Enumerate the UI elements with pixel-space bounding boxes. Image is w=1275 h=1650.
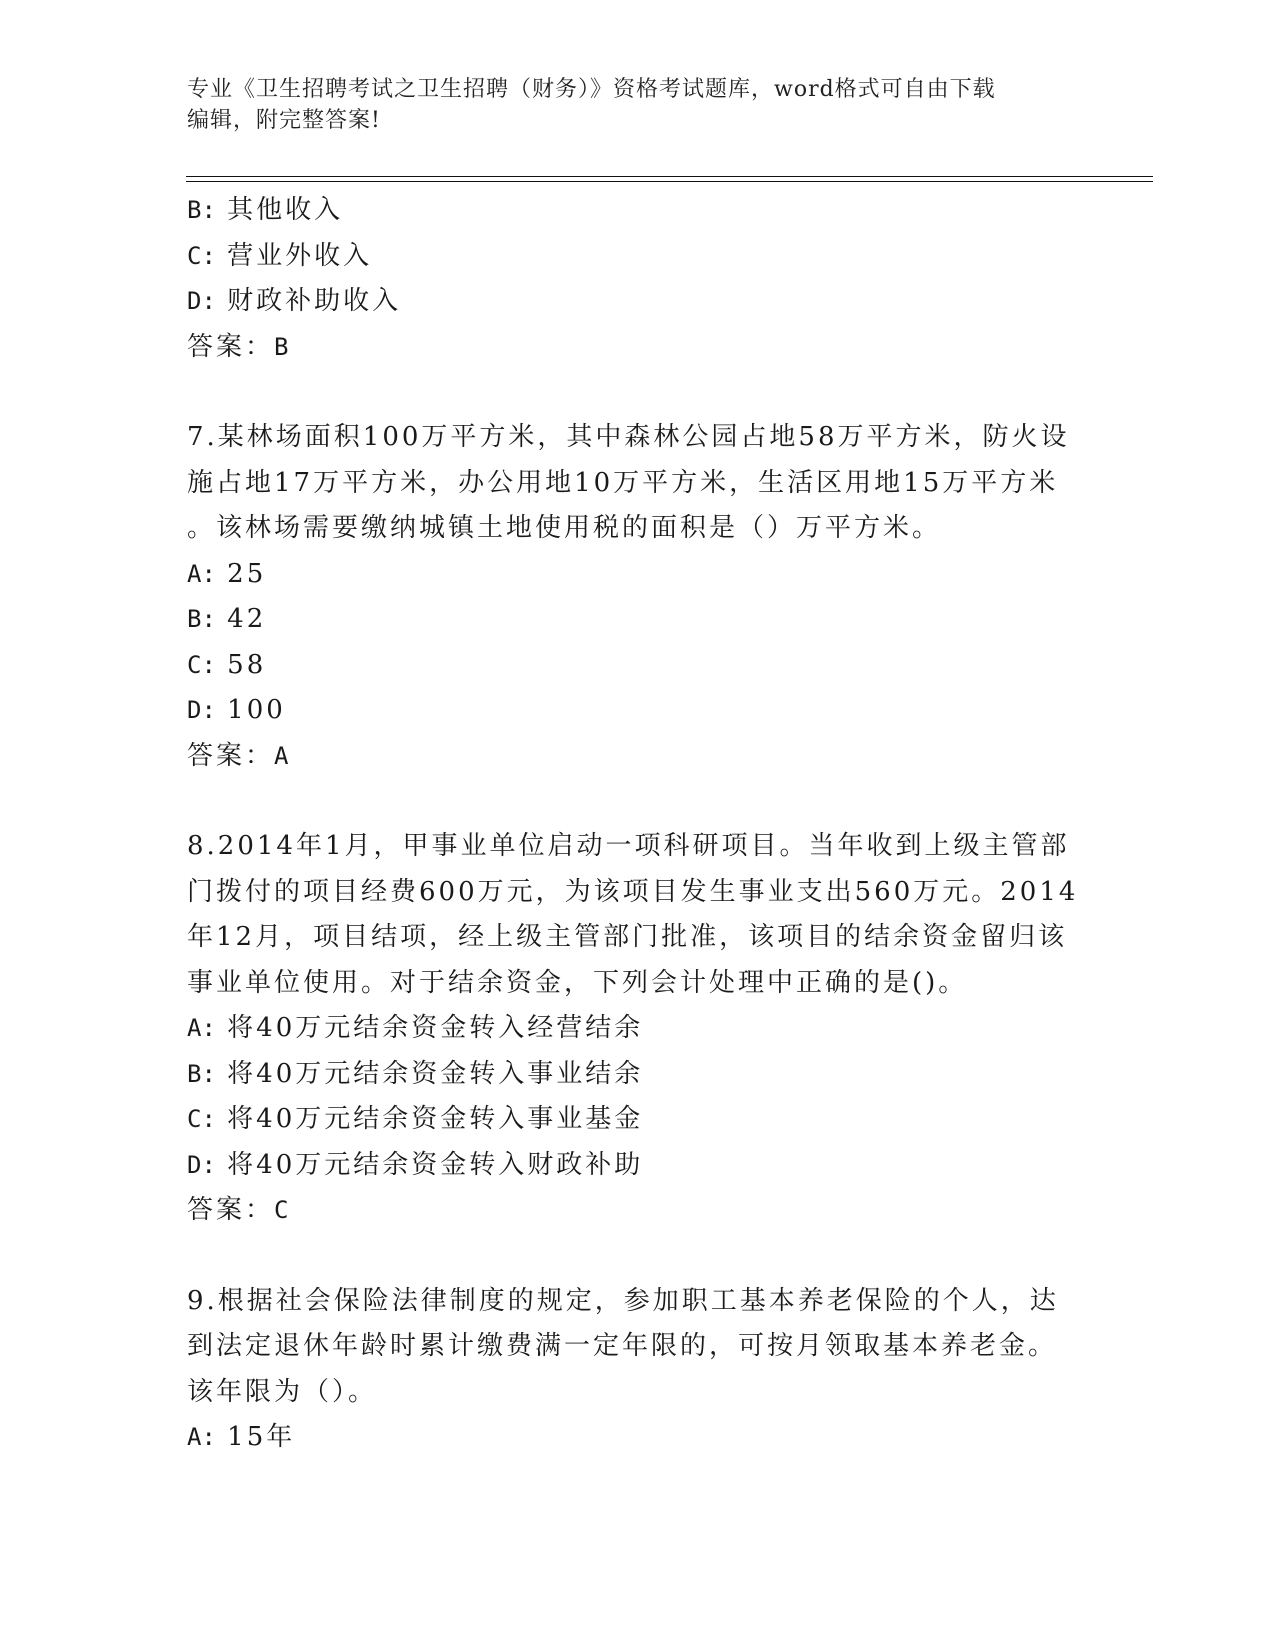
option-text: 25 bbox=[227, 558, 267, 589]
spacer bbox=[187, 370, 1067, 415]
option-c bbox=[187, 1097, 1067, 1143]
answer-line bbox=[187, 734, 1067, 780]
answer-line bbox=[187, 1188, 1067, 1234]
option-d bbox=[187, 1143, 1067, 1189]
option-letter: B: bbox=[187, 196, 216, 224]
option-text: 将40万元结余资金转入经营结余 bbox=[227, 1013, 644, 1043]
option-text: 将40万元结余资金转入事业结余 bbox=[227, 1058, 644, 1089]
option-letter: B: bbox=[187, 605, 216, 633]
option-a bbox=[187, 1006, 1067, 1052]
header-rule-bottom bbox=[186, 181, 1153, 182]
option-letter: B: bbox=[187, 1059, 216, 1088]
option-letter: D: bbox=[187, 1150, 216, 1179]
option-text: 58 bbox=[227, 649, 267, 680]
document-header bbox=[187, 74, 1087, 136]
option-text: 其他收入 bbox=[227, 195, 344, 225]
answer-value: C bbox=[274, 1196, 289, 1224]
answer-label: 答案： bbox=[187, 740, 275, 771]
question-text-line: 。该林场需要缴纳城镇土地使用税的面积是（）万平方米。 bbox=[187, 513, 942, 543]
option-b bbox=[187, 188, 1067, 234]
option-text: 财政补助收入 bbox=[227, 286, 402, 316]
option-letter: C: bbox=[187, 650, 216, 679]
answer-label: 答案： bbox=[187, 1195, 275, 1225]
option-letter: C: bbox=[187, 241, 216, 270]
question-7 bbox=[187, 415, 1070, 779]
question-9 bbox=[187, 1279, 1067, 1461]
question-text-line: 该年限为（）。 bbox=[187, 1376, 378, 1407]
answer-value: B bbox=[274, 332, 289, 361]
question-text-line: 8.2014年1月，甲事业单位启动一项科研项目。当年收到上级主管部 bbox=[187, 831, 1070, 861]
option-b bbox=[187, 1052, 1067, 1098]
option-c bbox=[187, 234, 1067, 280]
option-text: 将40万元结余资金转入财政补助 bbox=[227, 1149, 644, 1180]
question-text-line: 施占地17万平方米，办公用地10万平方米，生活区用地15万平方米 bbox=[187, 467, 1059, 498]
option-letter: C: bbox=[187, 1105, 216, 1133]
header-line-2: 编辑，附完整答案! bbox=[187, 108, 381, 133]
header-line-1: 专业《卫生招聘考试之卫生招聘（财务）》资格考试题库，word格式可自由下载 bbox=[187, 77, 996, 102]
option-text: 将40万元结余资金转入事业基金 bbox=[227, 1104, 644, 1134]
answer-line bbox=[187, 325, 1067, 371]
option-text: 42 bbox=[227, 604, 267, 634]
spacer bbox=[187, 1234, 1067, 1279]
option-letter: A: bbox=[187, 559, 216, 588]
option-a bbox=[187, 552, 1067, 598]
question-text-line: 门拨付的项目经费600万元，为该项目发生事业支出560万元。2014 bbox=[187, 876, 1079, 907]
option-a bbox=[187, 1415, 1067, 1461]
answer-value: A bbox=[274, 741, 289, 770]
option-b bbox=[187, 597, 1067, 643]
option-text: 营业外收入 bbox=[227, 240, 373, 271]
question-text-line: 到法定退休年龄时累计缴费满一定年限的，可按月领取基本养老金。 bbox=[187, 1331, 1058, 1361]
answer-label: 答案： bbox=[187, 331, 275, 362]
option-letter: D: bbox=[187, 696, 216, 724]
spacer bbox=[187, 779, 1067, 824]
question-text-line: 年12月，项目结项，经上级主管部门批准，该项目的结余资金留归该 bbox=[187, 922, 1068, 952]
option-d bbox=[187, 688, 1067, 734]
option-letter: A: bbox=[187, 1014, 216, 1042]
question-8 bbox=[187, 824, 1079, 1234]
option-text: 15年 bbox=[227, 1422, 296, 1452]
option-letter: A: bbox=[187, 1423, 216, 1451]
option-c bbox=[187, 643, 1067, 689]
document-body bbox=[187, 188, 1079, 1461]
question-text-line: 7.某林场面积100万平方米，其中森林公园占地58万平方米，防火设 bbox=[187, 422, 1070, 452]
question-text-line: 事业单位使用。对于结余资金，下列会计处理中正确的是()。 bbox=[187, 967, 968, 998]
option-text: 100 bbox=[227, 695, 286, 725]
option-letter: D: bbox=[187, 287, 216, 315]
prev-question bbox=[187, 188, 1067, 370]
header-rule-top bbox=[186, 176, 1153, 177]
question-text-line: 9.根据社会保险法律制度的规定，参加职工基本养老保险的个人，达 bbox=[187, 1285, 1059, 1316]
option-d bbox=[187, 279, 1067, 325]
